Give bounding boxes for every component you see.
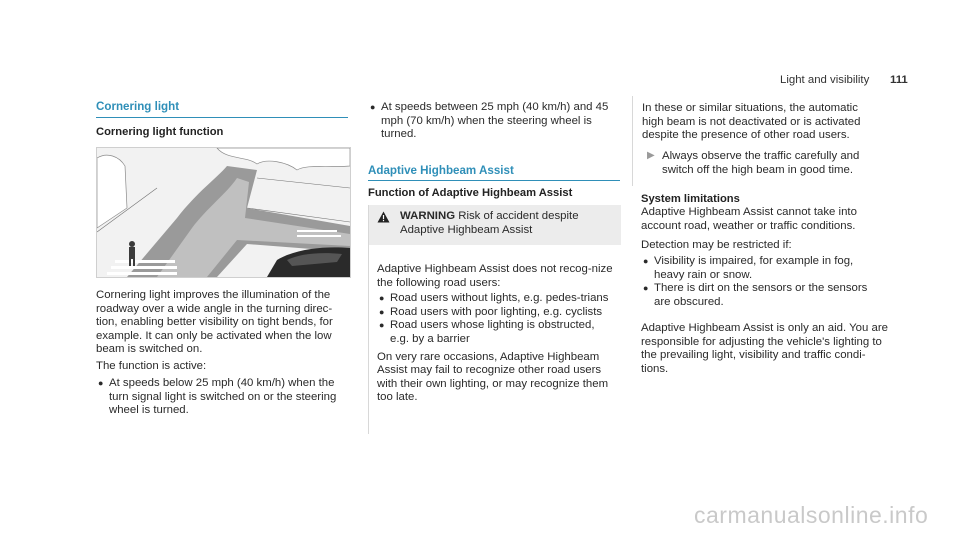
note-box bbox=[632, 96, 883, 186]
section-title-highbeam: Adaptive Highbeam Assist bbox=[368, 164, 514, 177]
cornering-light-illustration bbox=[96, 147, 351, 278]
cornering-description: Cornering light improves the illumination of the roadway over a wide angle in the turning direc-tion, enabling better visibility on tight bends, for example. It can only be activated when the low beam is switched on. bbox=[96, 289, 333, 356]
bullet-icon: ● bbox=[379, 293, 385, 304]
function-active-list-continued bbox=[368, 101, 614, 142]
function-active-intro: The function is active: bbox=[96, 360, 207, 372]
warning-header bbox=[369, 205, 621, 245]
limitations-paragraph: Adaptive Highbeam Assist cannot take into account road, weather or traffic conditions. bbox=[641, 206, 857, 232]
bullet-icon: ● bbox=[643, 283, 649, 294]
note-text: In these or similar situations, the automatic high beam is not deactivated or is activated despite the presence of other road users. bbox=[642, 102, 861, 142]
list-item: ● Road users without lights, e.g. pedes-trians bbox=[379, 292, 609, 305]
watermark-text: carmanualsonline.info bbox=[694, 502, 929, 528]
warning-closing-text: On very rare occasions, Adaptive Highbeam Assist may fail to recognize other road users with their own lighting, or may recognize them too late. bbox=[377, 350, 609, 404]
warning-triangle-icon bbox=[377, 211, 390, 223]
list-item: ● At speeds between 25 mph (40 km/h) and 45 mph (70 km/h) when the steering wheel is turned. bbox=[370, 101, 609, 141]
note-action-text: Always observe the traffic carefully and switch off the high beam in good time. bbox=[662, 150, 860, 176]
bullet-icon: ● bbox=[643, 256, 649, 266]
function-active-list bbox=[96, 377, 352, 418]
detection-limits-list bbox=[641, 255, 885, 309]
bullet-icon: ● bbox=[370, 102, 376, 112]
warning-box bbox=[368, 205, 621, 434]
warning-message: Risk of accident despite Adaptive Highbeam Assist bbox=[400, 210, 579, 236]
bullet-icon: ● bbox=[379, 320, 385, 331]
subtitle-highbeam-function: Function of Adaptive Highbeam Assist bbox=[368, 187, 573, 199]
road-users-list bbox=[377, 292, 613, 346]
aid-responsibility-text: Adaptive Highbeam Assist is only an aid. You are responsible for adjusting the vehicle's lighting to the prevailing light, visibility and traffic condi-tions. bbox=[641, 322, 888, 375]
warning-body bbox=[369, 245, 621, 405]
section-rule bbox=[368, 180, 620, 181]
running-header-title: Light and visibility bbox=[780, 74, 870, 86]
section-title-cornering-light: Cornering light bbox=[96, 100, 180, 113]
warning-text bbox=[400, 210, 612, 237]
bullet-icon: ● bbox=[98, 378, 104, 388]
warning-label: WARNING bbox=[400, 210, 456, 222]
arrow-right-icon: ▶ bbox=[647, 150, 655, 161]
list-item: ● At speeds below 25 mph (40 km/h) when the turn signal light is switched on or the steering wheel is turned. bbox=[98, 377, 337, 417]
section-rule bbox=[96, 117, 348, 118]
list-item: ● There is dirt on the sensors or the sensors are obscured. bbox=[643, 282, 868, 308]
list-item: ● Road users with poor lighting, e.g. cyclists bbox=[379, 305, 603, 318]
detection-intro: Detection may be restricted if: bbox=[641, 239, 792, 251]
bullet-icon: ● bbox=[379, 306, 385, 317]
subtitle-cornering-function: Cornering light function bbox=[96, 126, 224, 138]
system-limitations-title: System limitations bbox=[641, 193, 740, 205]
note-action bbox=[642, 150, 882, 177]
page-number: 111 bbox=[890, 74, 908, 86]
list-item: ● Road users whose lighting is obstructed, e.g. by a barrier bbox=[379, 319, 595, 345]
list-item: ● Visibility is impaired, for example in fog, heavy rain or snow. bbox=[643, 255, 854, 281]
road-scene-image bbox=[97, 148, 350, 277]
warning-body-text: Adaptive Highbeam Assist does not recog-nize the following road users: bbox=[377, 263, 613, 289]
